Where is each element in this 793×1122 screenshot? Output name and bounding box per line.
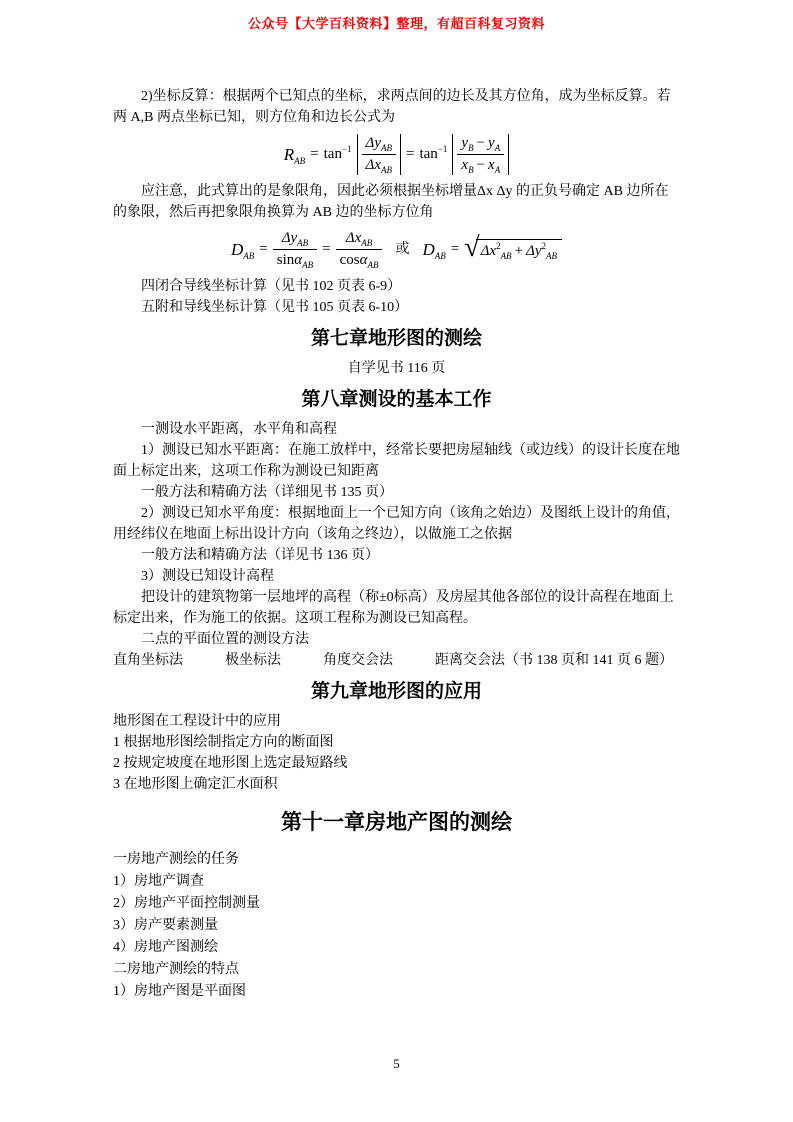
fraction-denominator: $x_B - x_A$ bbox=[461, 157, 501, 175]
formula-distance bbox=[113, 229, 680, 270]
radical-icon: √ bbox=[464, 231, 480, 263]
fraction-numerator: $\Delta y_{AB}$ bbox=[362, 134, 396, 155]
line-method-136: 一般方法和精确方法（详见书 136 页） bbox=[141, 548, 379, 563]
para-setout-angle: 2）测设已知水平角度：根据地面上一个已知方向（该角之始边）及图纸上设计的角值，用经纬仪在地面上标出设计方向（该角之终边），以做施工之依据 bbox=[113, 506, 680, 542]
line-ch11-task2: 2）房地产平面控制测量 bbox=[113, 896, 260, 911]
line-ch9-intro: 地形图在工程设计中的应用 bbox=[113, 714, 281, 729]
var-D-AB: $D_{AB}$ bbox=[422, 239, 446, 261]
arctan-label: $\tan^{-1}$ bbox=[323, 144, 352, 163]
equals-sign: = bbox=[406, 146, 415, 163]
fraction-dy-over-dx bbox=[362, 134, 396, 175]
absolute-value-bars bbox=[452, 134, 509, 175]
line-ch11-features-title: 二房地产测绘的特点 bbox=[113, 962, 239, 977]
line-ch11-task3: 3）房产要素测量 bbox=[113, 918, 218, 933]
chapter7-title: 第七章地形图的测绘 bbox=[310, 328, 482, 349]
page-number: 5 bbox=[393, 1056, 400, 1071]
fraction-numerator: $\Delta y_{AB}$ bbox=[273, 229, 317, 250]
absolute-value-bars bbox=[357, 134, 401, 175]
fraction-denominator: cosα$_{AB}$ bbox=[339, 252, 379, 270]
line-setout-elevation: 3）测设已知设计高程 bbox=[141, 569, 274, 584]
line-ch11-tasks-title: 一房地产测绘的任务 bbox=[113, 852, 239, 867]
line-self-study: 自学见书 116 页 bbox=[347, 361, 446, 376]
chapter9-title: 第九章地形图的应用 bbox=[310, 681, 482, 702]
fraction-dx-over-cos bbox=[336, 229, 383, 270]
para-coordinate-inverse: 2)坐标反算：根据两个已知点的坐标，求两点间的边长及其方位角，成为坐标反算。若两 A,B 两点坐标已知，则方位角和边长公式为 bbox=[113, 89, 671, 125]
formula-azimuth bbox=[113, 134, 680, 175]
line-method-135: 一般方法和精确方法（详细见书 135 页） bbox=[141, 485, 393, 500]
minus-sign: − bbox=[476, 135, 486, 151]
line-ch11-task4: 4）房地产图测绘 bbox=[113, 940, 218, 955]
line-ch11-task1: 1）房地产调查 bbox=[113, 874, 204, 889]
line-point-position-methods: 直角坐标法 极坐标法 角度交会法 距离交会法（书 138 页和 141 页 6 题） bbox=[113, 653, 673, 668]
var-D-AB: $D_{AB}$ bbox=[230, 239, 255, 261]
line-attached-traverse: 五附和导线坐标计算（见书 105 页表 6-10） bbox=[141, 300, 409, 315]
equals-sign: = bbox=[259, 241, 268, 258]
fraction-dy-over-sin bbox=[273, 229, 317, 270]
square-root bbox=[464, 231, 562, 264]
or-word: 或 bbox=[395, 241, 410, 257]
document-body bbox=[113, 86, 680, 1003]
fraction-numerator: $y_B - y_A$ bbox=[457, 134, 504, 155]
equals-sign: = bbox=[450, 241, 460, 258]
para-quadrant-note: 应注意，此式算出的是象限角，因此必须根据坐标增量Δx Δy 的正负号确定 AB 边所在的象限，然后再把象限角换算为 AB 边的坐标方位角 bbox=[113, 184, 669, 220]
line-ch11-feature1: 1）房地产图是平面图 bbox=[113, 984, 246, 999]
para-setout-distance: 1）测设已知水平距离：在施工放样中，经常长要把房屋轴线（或边线）的设计长度在地面上标定出来，这项工作称为测设已知距离 bbox=[113, 443, 680, 479]
line-ch9-item2: 2 按规定坡度在地形图上选定最短路线 bbox=[113, 756, 348, 771]
fraction-denominator: sinα$_{AB}$ bbox=[276, 252, 314, 270]
chapter8-title: 第八章测设的基本工作 bbox=[301, 389, 492, 410]
plus-sign: + bbox=[514, 242, 524, 259]
formula-distance-row bbox=[231, 229, 562, 270]
line-closed-traverse: 四闭合导线坐标计算（见书 102 页表 6-9） bbox=[141, 279, 402, 294]
line-ch9-item1: 1 根据地形图绘制指定方向的断面图 bbox=[113, 735, 334, 750]
fraction-coordinate-differences bbox=[457, 134, 504, 175]
formula-azimuth-row bbox=[284, 134, 509, 175]
equals-sign: = bbox=[310, 146, 319, 163]
radicand: $\Delta x^2_{AB} + \Delta y^2_{AB}$ bbox=[476, 239, 562, 261]
page-header-watermark: 公众号【大学百科资料】整理，有超百科复习资料 bbox=[247, 16, 545, 31]
para-setout-elevation-desc: 把设计的建筑物第一层地坪的高程（称±0标高）及房屋其他各部位的设计高程在地面上标定出来，作为施工的依据。这项工程称为测设已知高程。 bbox=[113, 590, 674, 626]
var-R-AB: $R_{AB}$ bbox=[283, 144, 306, 166]
line-point-position-methods-title: 二点的平面位置的测设方法 bbox=[141, 632, 309, 647]
line-ch9-item3: 3 在地形图上确定汇水面积 bbox=[113, 777, 278, 792]
fraction-numerator: $\Delta x_{AB}$ bbox=[336, 229, 383, 250]
fraction-denominator: $\Delta x_{AB}$ bbox=[365, 157, 393, 175]
chapter11-title: 第十一章房地产图的测绘 bbox=[281, 811, 512, 834]
equals-sign: = bbox=[322, 241, 331, 258]
line-ch8-intro: 一测设水平距离，水平角和高程 bbox=[141, 422, 337, 437]
arctan-label: $\tan^{-1}$ bbox=[419, 144, 448, 163]
minus-sign: − bbox=[476, 157, 486, 173]
